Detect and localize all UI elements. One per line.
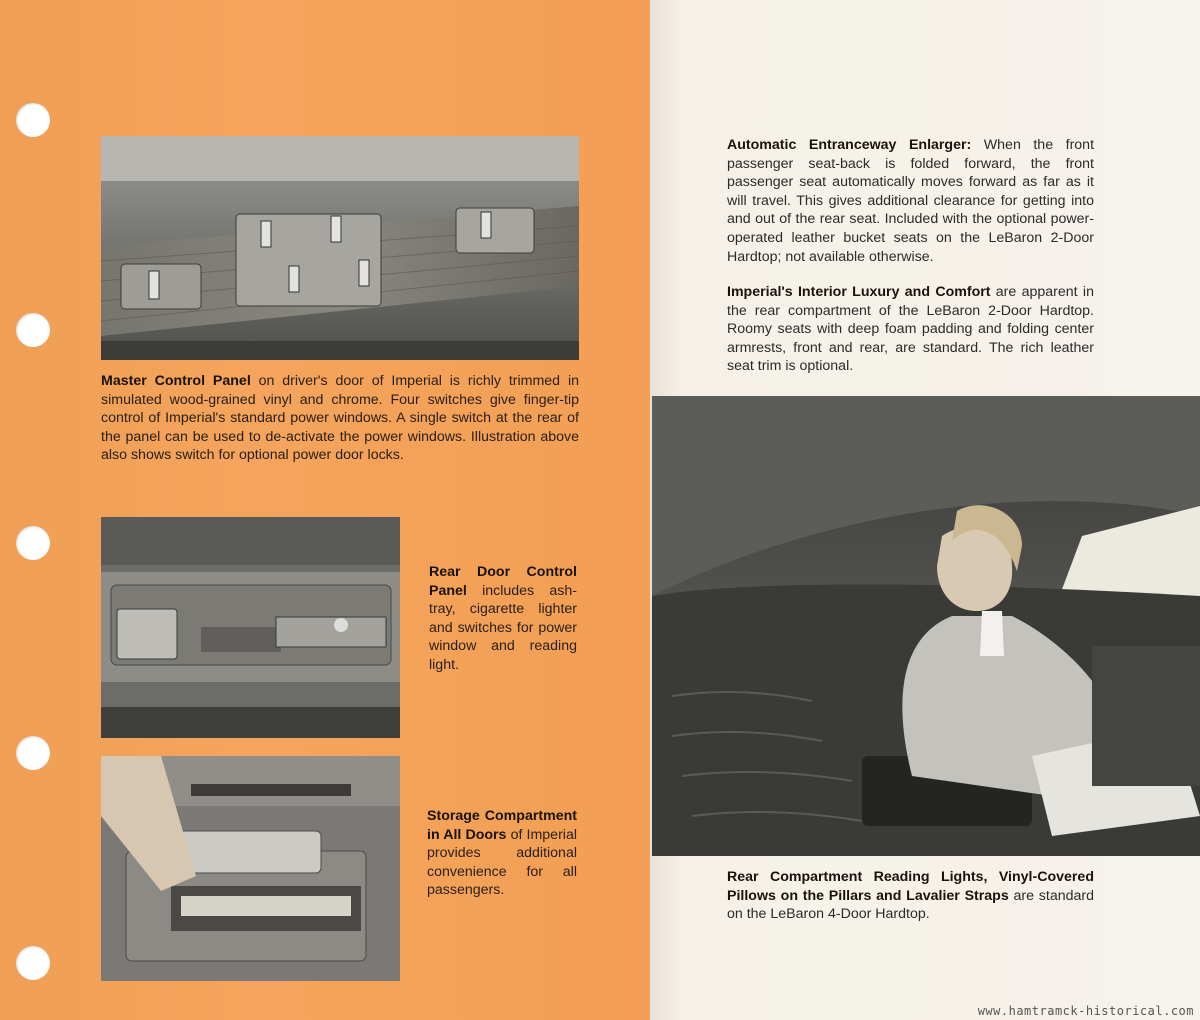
caption-body: of Imperial provides additional convenience for all passengers.: [427, 826, 577, 899]
caption-body: are standard on the LeBaron 4-Door Hardtop.: [727, 887, 1094, 923]
right-page: [650, 0, 1200, 1020]
rear-door-control-panel-photo: [101, 517, 400, 738]
caption-heading: Storage Compartment in All Doors: [427, 808, 577, 843]
rear-door-control-panel-caption: [429, 563, 577, 675]
master-control-panel-photo: [101, 136, 579, 360]
caption-heading: Automatic Entranceway Enlarger:: [727, 137, 972, 153]
interior-luxury-caption: [727, 283, 1094, 376]
caption-heading: Master Control Panel: [101, 373, 251, 389]
caption-body: on driver's door of Imperial is richly trimmed in simulated wood-grained vinyl and chrome. Four switches give finger-tip control of Imperial's standard power windows. A single switch at the rear of the panel can be used to de-activate the power windows. Illustration above also shows switch for optional power door locks.: [101, 373, 579, 464]
caption-body: includes ash-tray, cigarette lighter and switches for power window and reading light.: [429, 582, 577, 673]
entranceway-enlarger-caption: [727, 136, 1094, 266]
binder-hole: [16, 946, 50, 980]
storage-compartment-caption: [427, 807, 577, 900]
master-control-panel-caption: [101, 372, 579, 465]
caption-body: When the front passenger seat-back is folded forward, the front passenger seat automatically moves forward as far as it will travel. This gives additional clearance for getting into and out of the rear seat. Included with the optional power-operated leather bucket seats on the LeBaron 2-Door Hardtop; not available otherwise.: [727, 137, 1095, 265]
caption-heading: Rear Door Control Panel: [429, 564, 577, 599]
binder-hole: [16, 736, 50, 770]
storage-compartment-photo: [101, 756, 400, 981]
binder-hole: [16, 526, 50, 560]
binder-hole: [16, 103, 50, 137]
caption-heading: Rear Compartment Reading Lights, Vinyl-Covered Pillows on the Pillars and Lavalier Straps: [727, 869, 1094, 904]
reading-lights-caption: [727, 868, 1094, 924]
binder-hole: [16, 313, 50, 347]
rear-compartment-photo: [652, 396, 1200, 856]
caption-body: are apparent in the rear compartment of the LeBaron 2-Door Hardtop. Roomy seats with deep foam padding and folding center armrests, front and rear, are standard. The rich leather seat trim is optional.: [727, 284, 1094, 375]
site-watermark: www.hamtramck-historical.com: [977, 1004, 1194, 1018]
caption-heading: Imperial's Interior Luxury and Comfort: [727, 284, 991, 300]
